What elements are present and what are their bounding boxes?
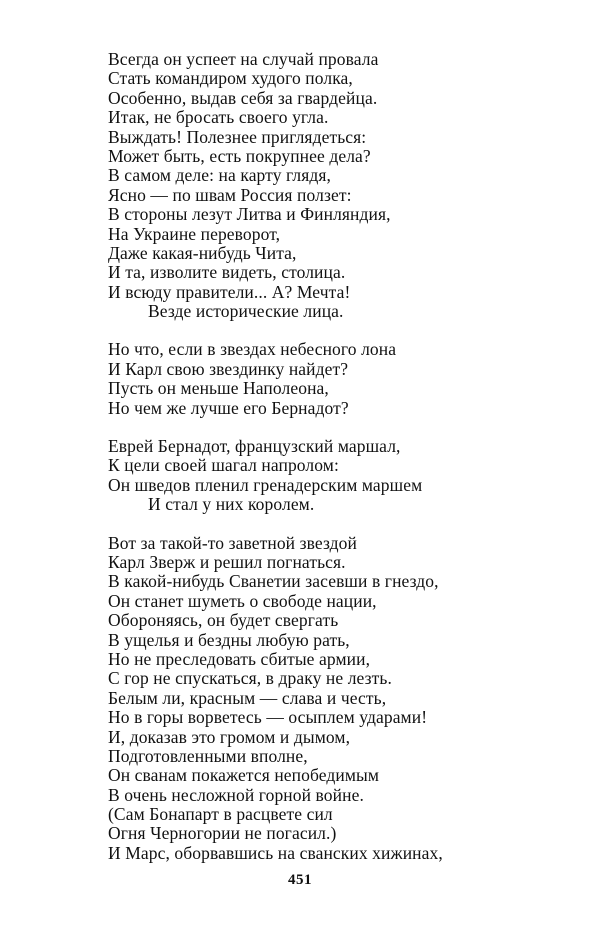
poem-line: Итак, не бросать своего угла. [108, 107, 329, 128]
poem-line: И всюду правители... А? Мечта! [108, 281, 351, 302]
poem-line: Обороняясь, он будет свергать [108, 610, 339, 631]
poem-line: И, доказав это громом и дымом, [108, 726, 351, 747]
poem-line: Он сванам покажется непобедимым [108, 765, 380, 786]
poem-line: На Украине переворот, [108, 223, 281, 244]
poem-line: В самом деле: на карту глядя, [108, 165, 332, 186]
poem-line: Стать командиром худого полка, [108, 68, 353, 89]
poem-line: Везде исторические лица. [148, 301, 344, 322]
poem-line: С гор не спускаться, в драку не лезть. [108, 668, 392, 689]
poem-line: В стороны лезут Литва и Финляндия, [108, 204, 391, 225]
poem-line: Еврей Бернадот, французский маршал, [108, 436, 401, 457]
poem-line: Но чем же лучше его Бернадот? [108, 397, 349, 418]
poem-line: Он шведов пленил гренадерским маршем [108, 474, 423, 495]
poem-line: Даже какая-нибудь Чита, [108, 242, 297, 263]
poem-line: Может быть, есть покрупнее дела? [108, 145, 371, 166]
poem-line: Но в горы ворветесь — осыплем ударами! [108, 707, 428, 728]
poem-line: Но не преследовать сбитые армии, [108, 648, 371, 669]
poem-line: Карл Зверж и решил погнаться. [108, 551, 346, 572]
poem-line: Особенно, выдав себя за гвардейца. [108, 87, 378, 108]
poem-line: И та, изволите видеть, столица. [108, 262, 346, 283]
poem-line: (Сам Бонапарт в расцвете сил [108, 804, 333, 825]
poem-line: К цели своей шагал напролом: [108, 455, 339, 476]
poem-line: В ущелья и бездны любую рать, [108, 629, 350, 650]
page-number: 451 [288, 872, 312, 888]
poem-line: В какой-нибудь Сванетии засевши в гнездо, [108, 571, 439, 592]
poem-line: Всегда он успеет на случай провала [108, 49, 379, 69]
poem-line: Выждать! Полезнее приглядеться: [108, 126, 367, 147]
poem-text [108, 50, 578, 882]
poem-line: Подготовленными вполне, [108, 745, 308, 766]
poem-line: Но что, если в звездах небесного лона [108, 339, 397, 360]
poem-line: Пусть он меньше Наполеона, [108, 378, 329, 399]
poem-line: В очень несложной горной войне. [108, 784, 364, 805]
poem-line: Ясно — по швам Россия ползет: [108, 184, 352, 205]
poem-line: Он станет шуметь о свободе нации, [108, 590, 377, 611]
poem-line: И стал у них королем. [148, 494, 315, 515]
poem-line: Огня Черногории не погасил.) [108, 823, 337, 844]
stanza-2 [108, 340, 578, 418]
stanza-4 [108, 534, 578, 864]
poem-line: И Марс, оборвавшись на сванских хижинах, [108, 842, 443, 863]
stanza-3 [108, 437, 578, 515]
poem-line: Белым ли, красным — слава и честь, [108, 687, 387, 708]
poem-line: Вот за такой-то заветной звездой [108, 532, 357, 553]
stanza-1 [108, 50, 578, 321]
poem-line: И Карл свою звездинку найдет? [108, 358, 349, 379]
